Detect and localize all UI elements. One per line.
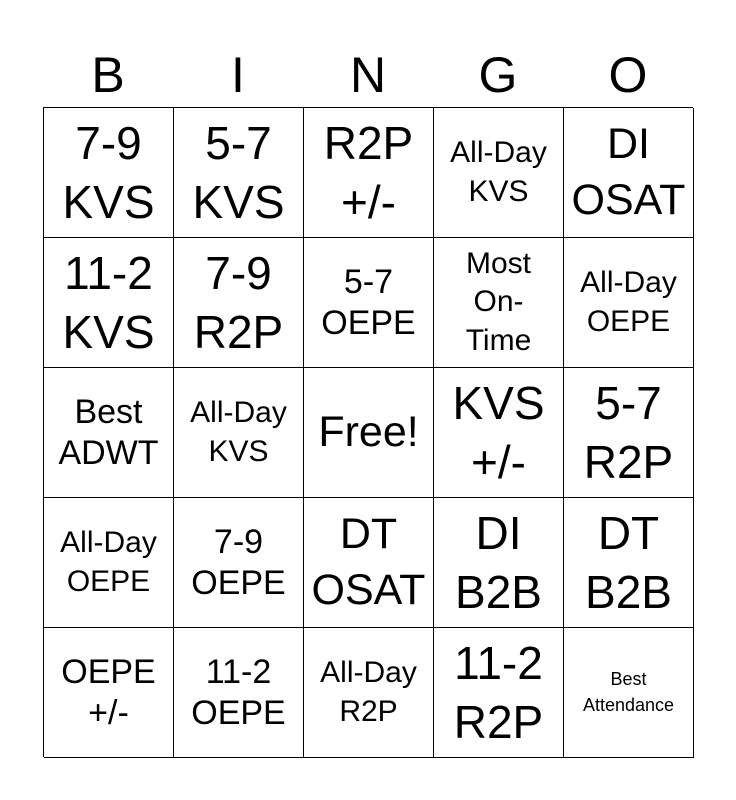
bingo-cell-i5[interactable] bbox=[174, 628, 304, 758]
bingo-cell-o5[interactable] bbox=[564, 628, 694, 758]
bingo-cell-n3-free[interactable] bbox=[304, 368, 434, 498]
bingo-cell-b5[interactable] bbox=[44, 628, 174, 758]
bingo-cell-i2[interactable] bbox=[174, 238, 304, 368]
cell-label: KVS +/- bbox=[452, 376, 545, 488]
bingo-cell-i1[interactable] bbox=[174, 108, 304, 238]
bingo-cell-n2[interactable] bbox=[304, 238, 434, 368]
cell-label: All-Day KVS bbox=[190, 396, 287, 468]
header-letter-n: N bbox=[349, 47, 387, 103]
bingo-cell-i4[interactable] bbox=[174, 498, 304, 628]
bingo-cell-b3[interactable] bbox=[44, 368, 174, 498]
cell-label: All-Day OEPE bbox=[580, 266, 677, 338]
header-letter-g: G bbox=[478, 47, 518, 103]
cell-label: 5-7 OEPE bbox=[321, 263, 416, 342]
cell-label: DI B2B bbox=[455, 506, 542, 618]
bingo-cell-o3[interactable] bbox=[564, 368, 694, 498]
cell-label: DI OSAT bbox=[571, 120, 686, 224]
bingo-cell-o4[interactable] bbox=[564, 498, 694, 628]
bingo-cell-i3[interactable] bbox=[174, 368, 304, 498]
cell-label: All-Day KVS bbox=[450, 136, 547, 208]
header-letter-b: B bbox=[91, 47, 125, 103]
cell-label: Best Attendance bbox=[582, 669, 675, 715]
cell-label: 7-9 OEPE bbox=[191, 523, 286, 602]
bingo-cell-b4[interactable] bbox=[44, 498, 174, 628]
cell-label: 5-7 R2P bbox=[583, 376, 674, 488]
bingo-cell-b2[interactable] bbox=[44, 238, 174, 368]
cell-label: 5-7 KVS bbox=[192, 116, 285, 228]
bingo-cell-g3[interactable] bbox=[434, 368, 564, 498]
bingo-cell-n5[interactable] bbox=[304, 628, 434, 758]
header-letter-i: I bbox=[231, 47, 245, 103]
bingo-board bbox=[43, 107, 693, 757]
bingo-cell-b1[interactable] bbox=[44, 108, 174, 238]
cell-label: All-Day OEPE bbox=[60, 526, 157, 598]
cell-label: 7-9 R2P bbox=[193, 246, 284, 358]
bingo-cell-g5[interactable] bbox=[434, 628, 564, 758]
bingo-cell-g1[interactable] bbox=[434, 108, 564, 238]
cell-label: DT OSAT bbox=[311, 510, 426, 614]
cell-label: 7-9 KVS bbox=[62, 116, 155, 228]
cell-label: All-Day R2P bbox=[320, 656, 417, 728]
bingo-cell-o2[interactable] bbox=[564, 238, 694, 368]
bingo-header bbox=[43, 42, 693, 108]
cell-label: Best ADWT bbox=[58, 393, 159, 472]
bingo-cell-g4[interactable] bbox=[434, 498, 564, 628]
bingo-cell-n1[interactable] bbox=[304, 108, 434, 238]
cell-label: R2P +/- bbox=[323, 116, 414, 228]
cell-label: 11-2 R2P bbox=[453, 636, 544, 748]
bingo-cell-g2[interactable] bbox=[434, 238, 564, 368]
bingo-cell-o1[interactable] bbox=[564, 108, 694, 238]
bingo-cell-n4[interactable] bbox=[304, 498, 434, 628]
cell-label: 11-2 KVS bbox=[62, 246, 155, 358]
header-letter-o: O bbox=[608, 47, 648, 103]
cell-label: OEPE +/- bbox=[61, 653, 156, 732]
free-space-label: Free! bbox=[318, 407, 419, 456]
cell-label: DT B2B bbox=[585, 506, 672, 618]
cell-label: Most On- Time bbox=[465, 247, 532, 357]
cell-label: 11-2 OEPE bbox=[191, 653, 286, 732]
